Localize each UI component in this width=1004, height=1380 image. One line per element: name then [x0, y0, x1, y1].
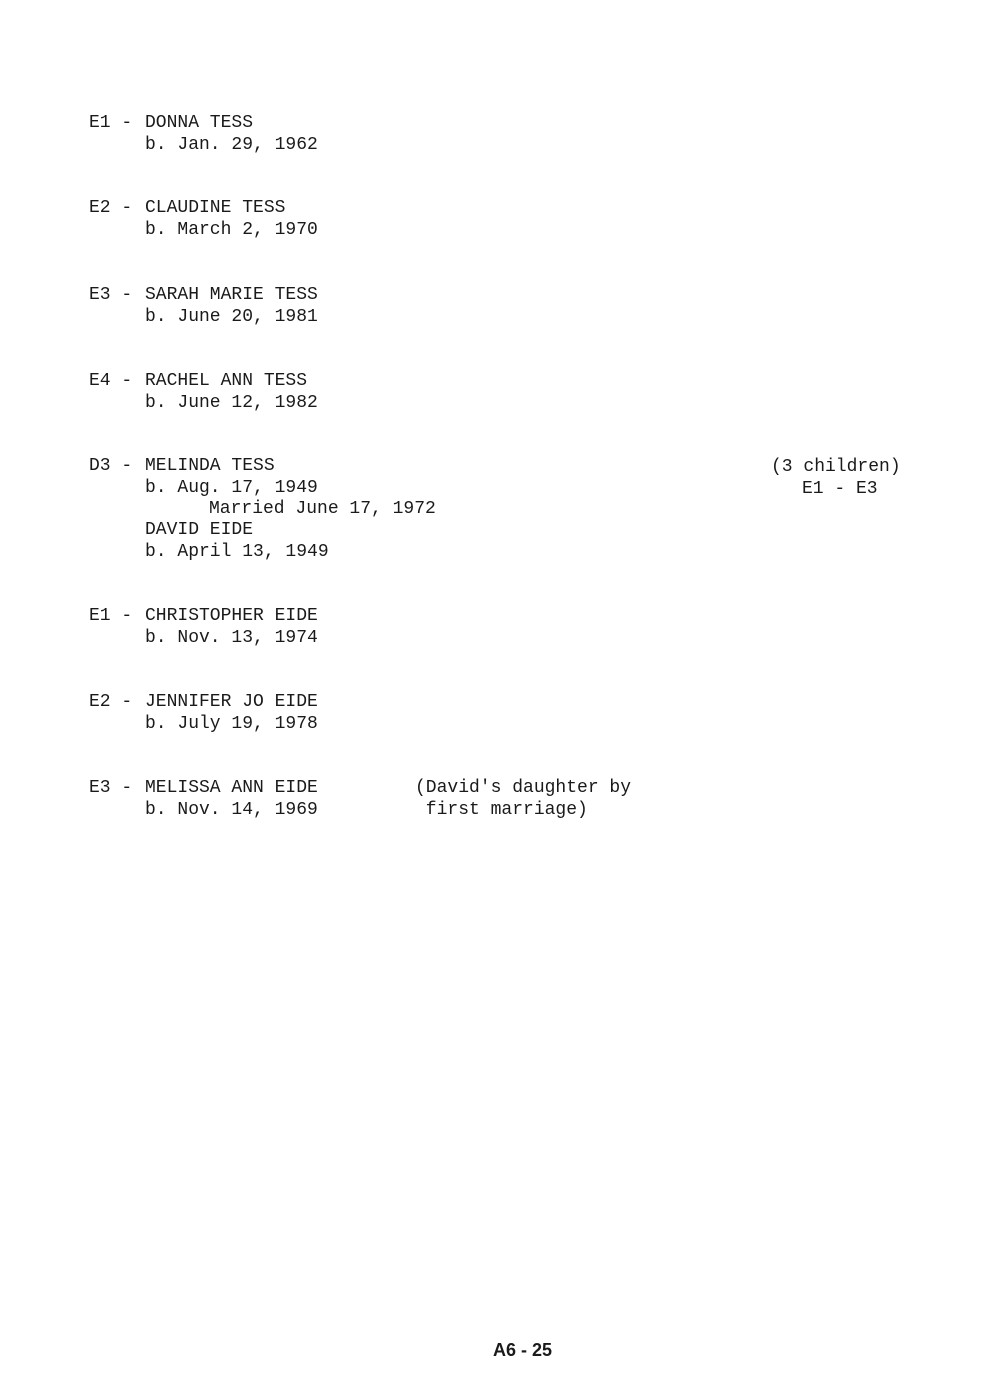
spouse-birth: b. April 13, 1949 [145, 542, 329, 562]
entry-code: E1 - [89, 606, 133, 626]
marriage-date: Married June 17, 1972 [209, 499, 436, 519]
entry-code: E2 - [89, 198, 133, 218]
entry-birth: b. July 19, 1978 [145, 714, 318, 734]
entry-name: RACHEL ANN TESS [145, 371, 308, 391]
entry-birth: b. Aug. 17, 1949 [145, 478, 318, 498]
daughter-note: (David's daughter by [415, 778, 632, 798]
entry-code: E1 - [89, 113, 133, 133]
entry-birth: b. Jan. 29, 1962 [145, 135, 318, 155]
entry-code: E2 - [89, 692, 133, 712]
entry-birth: b. June 20, 1981 [145, 307, 318, 327]
entry-name: CLAUDINE TESS [145, 198, 286, 218]
entry-code: E4 - [89, 371, 133, 391]
entry-birth: b. Nov. 13, 1974 [145, 628, 318, 648]
entry-code: E3 - [89, 285, 133, 305]
spouse-name: DAVID EIDE [145, 520, 254, 540]
entry-name: CHRISTOPHER EIDE [145, 606, 318, 626]
entry-birth: b. June 12, 1982 [145, 393, 318, 413]
page-number: A6 - 25 [493, 1340, 553, 1360]
entry-birth: b. Nov. 14, 1969 [145, 800, 318, 820]
entry-name: DONNA TESS [145, 113, 254, 133]
entry-code: D3 - [89, 456, 133, 476]
entry-code: E3 - [89, 778, 133, 798]
children-range: E1 - E3 [802, 479, 878, 499]
entry-birth: b. March 2, 1970 [145, 220, 318, 240]
entry-name: MELINDA TESS [145, 456, 275, 476]
entry-name: MELISSA ANN EIDE [145, 778, 318, 798]
children-note: (3 children) [771, 457, 901, 477]
daughter-note-cont: first marriage) [415, 800, 588, 820]
entry-name: SARAH MARIE TESS [145, 285, 318, 305]
entry-name: JENNIFER JO EIDE [145, 692, 318, 712]
